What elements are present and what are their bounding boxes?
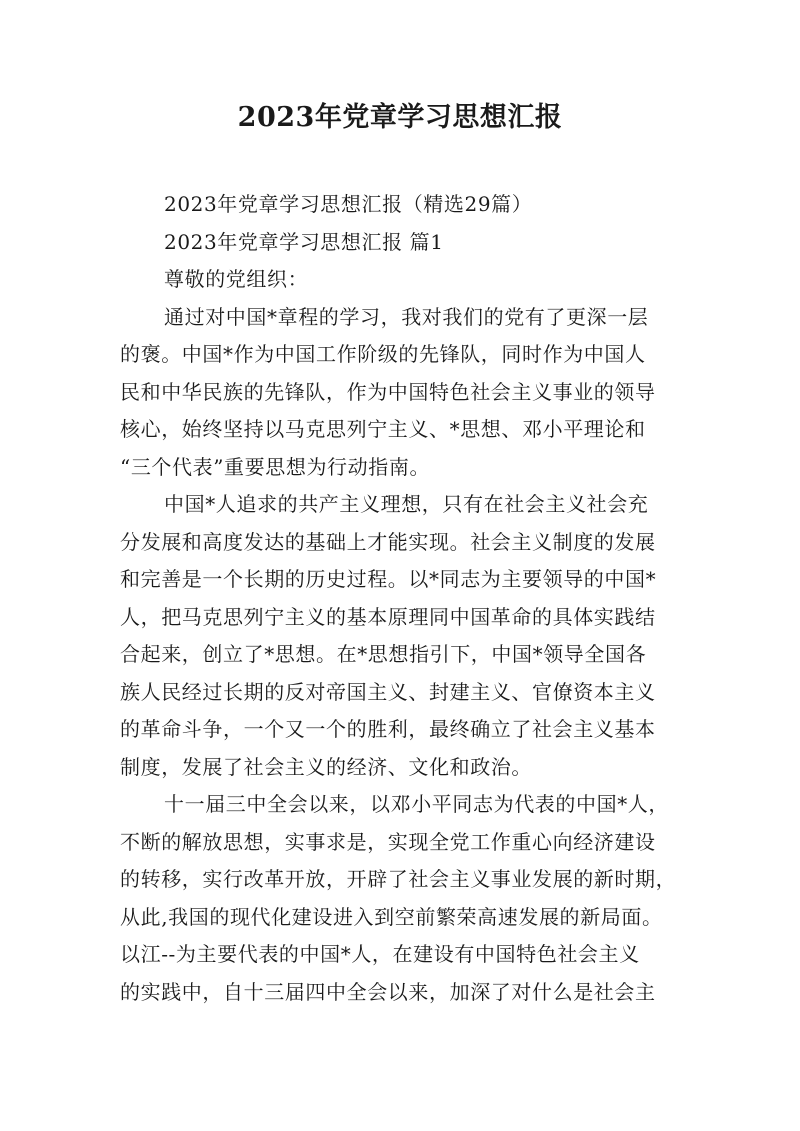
- text-line: 十一届三中全会以来，以邓小平同志为代表的中国*人，: [164, 792, 669, 816]
- text-line: 族人民经过长期的反对帝国主义、封建主义、官僚资本主义: [120, 679, 656, 704]
- document-body: [120, 186, 686, 1011]
- text-line: 制度，发展了社会主义的经济、文化和政治。: [120, 754, 532, 779]
- text-line: 核心，始终坚持以马克思列宁主义、*思想、邓小平理论和: [120, 417, 646, 441]
- subtitle-line: [120, 186, 686, 224]
- text-line: 从此,我国的现代化建设进入到空前繁荣高速发展的新局面。: [120, 904, 663, 929]
- text-line: 和完善是一个长期的历史过程。以*同志为主要领导的中国*: [120, 567, 657, 591]
- text-line: 人，把马克思列宁主义的基本原理同中国革命的具体实践结: [120, 604, 656, 629]
- section-heading: [120, 224, 686, 262]
- salutation: [120, 261, 686, 299]
- document-title: 2023年党章学习思想汇报: [237, 102, 563, 133]
- text-line: 通过对中国*章程的学习，我对我们的党有了更深一层: [164, 304, 649, 329]
- text-line: 尊敬的党组织：: [164, 267, 309, 291]
- text-line: 分发展和高度发达的基础上才能实现。社会主义制度的发展: [120, 529, 656, 554]
- text-line: 不断的解放思想，实事求是，实现全党工作重心向经济建设: [120, 829, 656, 854]
- paragraph-1: [120, 299, 686, 487]
- text-line: 中国*人追求的共产主义理想，只有在社会主义社会充: [164, 492, 649, 516]
- text-line: 以江--为主要代表的中国*人，在建设有中国特色社会主义: [120, 942, 640, 966]
- text-line: 2023年党章学习思想汇报 篇1: [164, 229, 444, 254]
- text-line: 2023年党章学习思想汇报（精选29篇）: [164, 192, 533, 216]
- paragraph-3: [120, 786, 686, 1011]
- text-line: “三个代表”重要思想为行动指南。: [120, 454, 431, 479]
- text-line: 民和中华民族的先锋队，作为中国特色社会主义事业的领导: [120, 379, 656, 404]
- text-line: 的转移，实行改革开放，开辟了社会主义事业发展的新时期，: [120, 867, 677, 891]
- text-line: 的革命斗争，一个又一个的胜利，最终确立了社会主义基本: [120, 717, 656, 741]
- paragraph-2: [120, 486, 686, 786]
- text-line: 的实践中，自十三届四中全会以来，加深了对什么是社会主: [120, 979, 656, 1004]
- text-line: 合起来，创立了*思想。在*思想指引下，中国*领导全国各: [120, 642, 647, 666]
- text-line: 的褒。中国*作为中国工作阶级的先锋队，同时作为中国人: [120, 342, 646, 366]
